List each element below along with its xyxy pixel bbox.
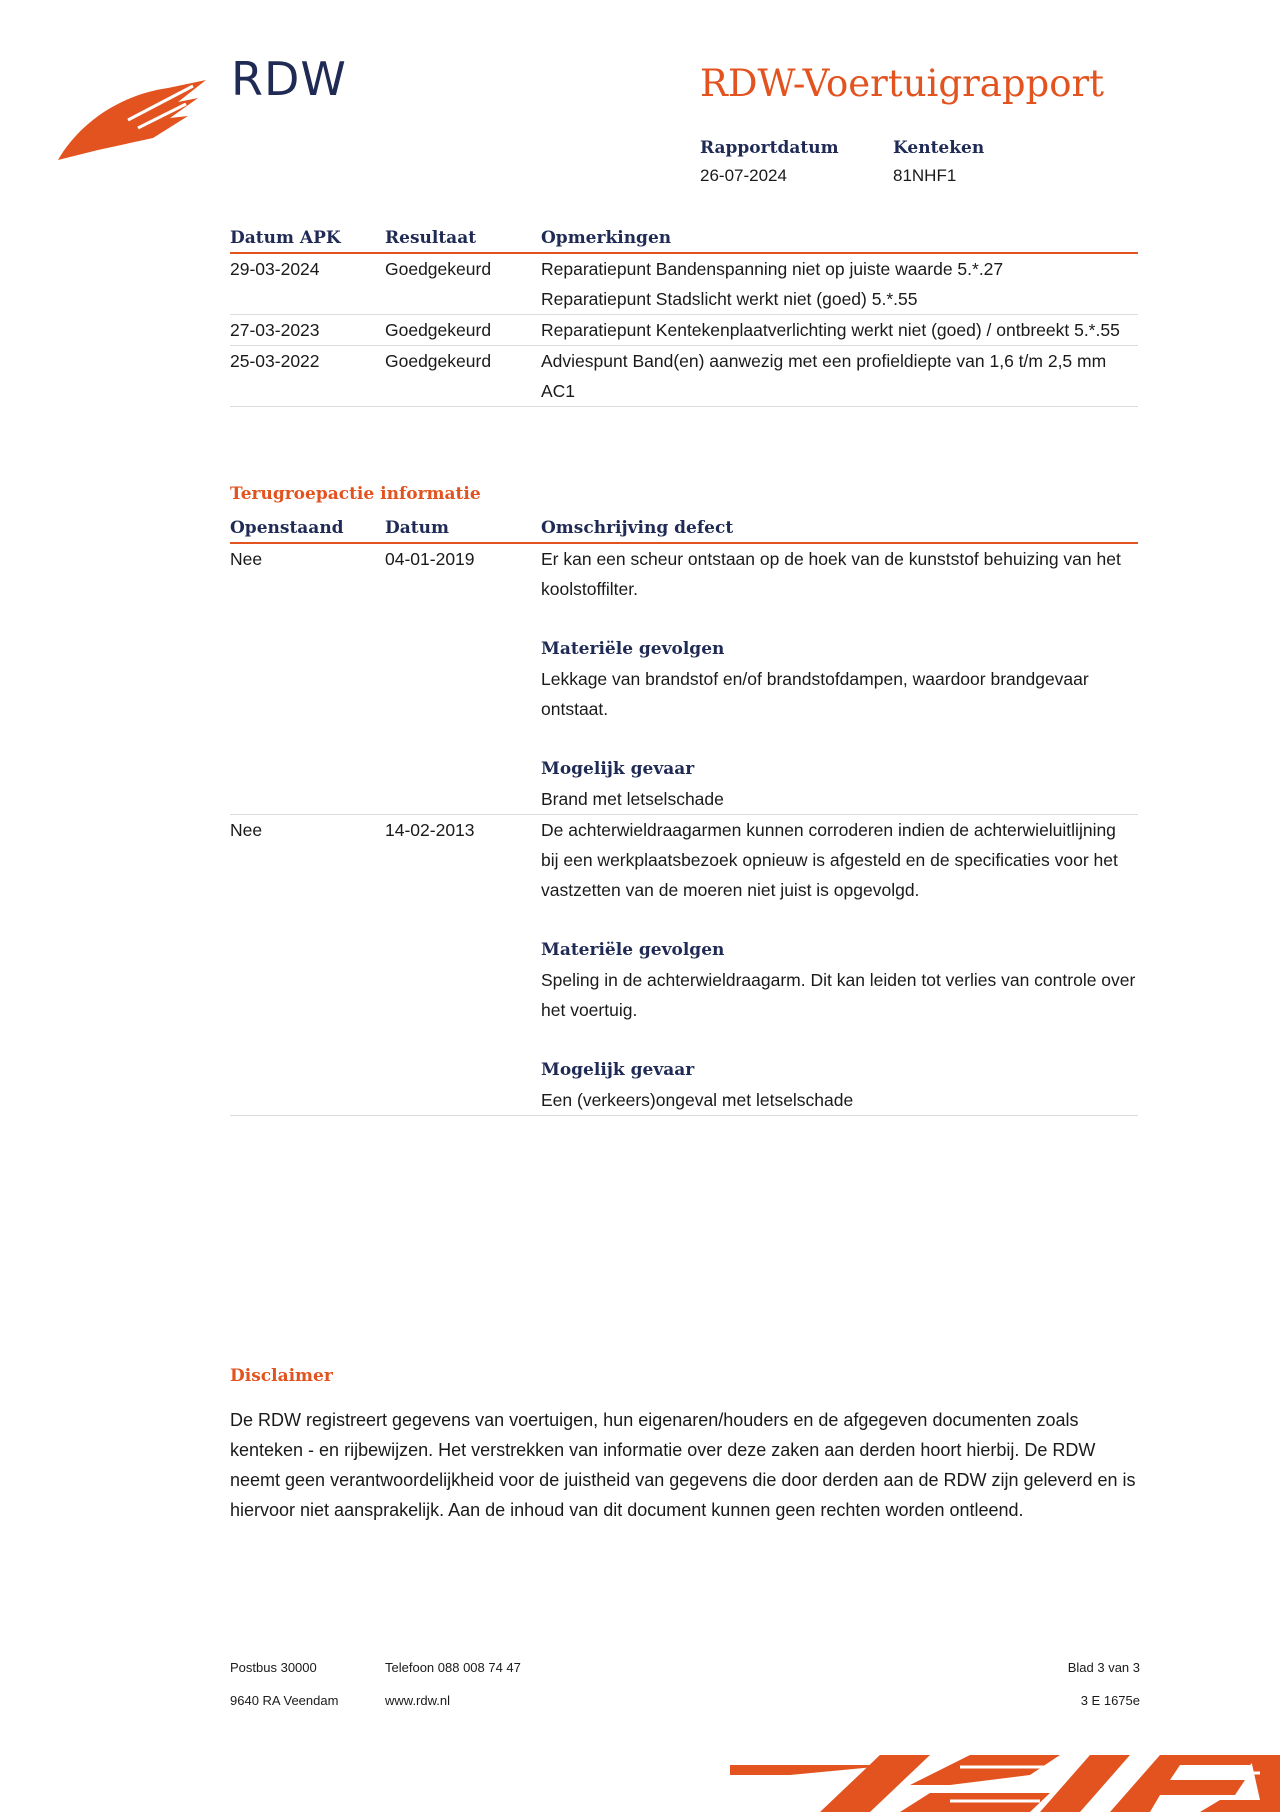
apk-remark: Reparatiepunt Kentekenplaatverlichting werkt niet (goed) / ontbreekt 5.*.55 bbox=[541, 320, 1120, 340]
danger-label: Mogelijk gevaar bbox=[541, 759, 695, 779]
footer-page-number: Blad 3 van 3 bbox=[1067, 1660, 1140, 1675]
recall-section-title: Terugroepactie informatie bbox=[230, 484, 481, 504]
apk-header-result: Resultaat bbox=[385, 228, 477, 248]
recall-danger: Brand met letselschade bbox=[541, 789, 724, 809]
recall-date: 04-01-2019 bbox=[385, 549, 475, 569]
report-date-label: Rapportdatum bbox=[700, 138, 839, 158]
decorative-stripes-icon bbox=[730, 1745, 1280, 1812]
table-row bbox=[230, 815, 1138, 1116]
recall-open: Nee bbox=[230, 820, 263, 840]
recall-date: 14-02-2013 bbox=[385, 820, 475, 840]
apk-remarks bbox=[541, 346, 1138, 406]
plate-value: 81NHF1 bbox=[893, 166, 957, 185]
apk-remarks bbox=[541, 254, 1138, 314]
recall-details bbox=[541, 815, 1138, 1115]
recall-consequences: Lekkage van brandstof en/of brandstofdampen, waardoor brandgevaar ontstaat. bbox=[541, 669, 1089, 719]
recall-description: Er kan een scheur ontstaan op de hoek van de kunststof behuizing van het koolstoffilter. bbox=[541, 549, 1121, 599]
apk-result: Goedgekeurd bbox=[385, 320, 492, 340]
apk-table-header bbox=[230, 226, 1138, 254]
recall-header-description: Omschrijving defect bbox=[541, 518, 734, 538]
footer-document-code: 3 E 1675e bbox=[1080, 1693, 1140, 1708]
recall-header-date: Datum bbox=[385, 518, 449, 538]
table-row bbox=[230, 346, 1138, 407]
apk-result: Goedgekeurd bbox=[385, 259, 492, 279]
recall-header-open: Openstaand bbox=[230, 518, 344, 538]
table-row bbox=[230, 544, 1138, 815]
recall-table bbox=[230, 516, 1138, 1116]
recall-open: Nee bbox=[230, 549, 263, 569]
footer-postbus: Postbus 30000 bbox=[230, 1660, 317, 1675]
consequences-label: Materiële gevolgen bbox=[541, 639, 725, 659]
apk-remarks bbox=[541, 315, 1138, 345]
consequences-label: Materiële gevolgen bbox=[541, 940, 725, 960]
table-row bbox=[230, 315, 1138, 346]
apk-remark: Reparatiepunt Bandenspanning niet op juiste waarde 5.*.27 bbox=[541, 259, 1004, 279]
recall-details bbox=[541, 544, 1138, 814]
apk-header-remarks: Opmerkingen bbox=[541, 228, 672, 248]
apk-date: 25-03-2022 bbox=[230, 351, 320, 371]
report-date-block bbox=[700, 138, 839, 186]
apk-result: Goedgekeurd bbox=[385, 351, 492, 371]
disclaimer-text: De RDW registreert gegevens van voertuigen, hun eigenaren/houders en de afgegeven documenten zoals kenteken - en rijbewijzen. Het verstrekken van informatie over deze zaken aan derden hoort hierbij. De RDW neemt geen verantwoordelijkheid voor de juistheid van gegevens die door derden aan de RDW zijn geleverd en is hiervoor niet aansprakelijk. Aan de inhoud van dit document kunnen geen rechten worden ontleend. bbox=[230, 1410, 1136, 1520]
footer-city: 9640 RA Veendam bbox=[230, 1693, 339, 1708]
apk-date: 29-03-2024 bbox=[230, 259, 320, 279]
recall-consequences: Speling in de achterwieldraagarm. Dit kan leiden tot verlies van controle over het voertuig. bbox=[541, 970, 1136, 1020]
report-date-value: 26-07-2024 bbox=[700, 166, 787, 185]
apk-table bbox=[230, 226, 1138, 407]
plate-label: Kenteken bbox=[893, 138, 985, 158]
apk-remark: Reparatiepunt Stadslicht werkt niet (goed) 5.*.55 bbox=[541, 289, 918, 309]
logo-text: RDW bbox=[231, 52, 347, 106]
disclaimer-title: Disclaimer bbox=[230, 1366, 333, 1386]
recall-table-header bbox=[230, 516, 1138, 544]
recall-danger: Een (verkeers)ongeval met letselschade bbox=[541, 1090, 854, 1110]
apk-date: 27-03-2023 bbox=[230, 320, 320, 340]
apk-header-date: Datum APK bbox=[230, 228, 341, 248]
footer-website[interactable]: www.rdw.nl bbox=[385, 1693, 451, 1708]
rdw-logo-icon bbox=[58, 80, 208, 162]
danger-label: Mogelijk gevaar bbox=[541, 1060, 695, 1080]
table-row bbox=[230, 254, 1138, 315]
plate-block bbox=[893, 138, 984, 186]
report-title: RDW-Voertuigrapport bbox=[700, 62, 1105, 105]
footer-phone: Telefoon 088 008 74 47 bbox=[385, 1660, 521, 1675]
recall-description: De achterwieldraagarmen kunnen corroderen indien de achterwieluitlijning bij een werkplaatsbezoek opnieuw is afgesteld en de specificaties voor het vastzetten van de moeren niet juist is opgevolgd. bbox=[541, 820, 1118, 900]
apk-remark: Adviespunt Band(en) aanwezig met een profieldiepte van 1,6 t/m 2,5 mm AC1 bbox=[541, 351, 1107, 401]
